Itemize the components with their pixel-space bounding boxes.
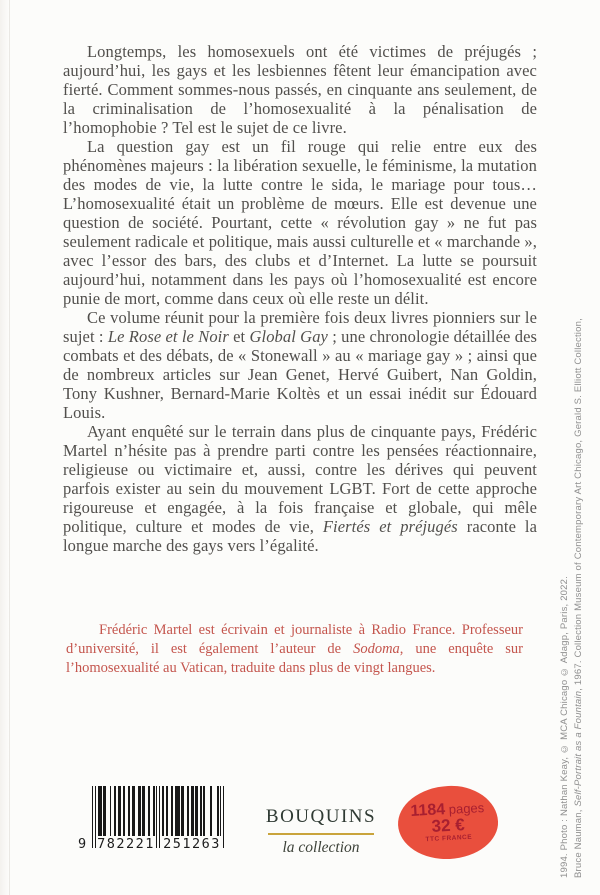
body-paragraph: Ce volume réunit pour la première fois deux livres pionniers sur le sujet : Le Rose et le Noir et Global Gay ; une chronologie détaillée des combats et des débats, de « Stonewall » au « mariage gay » ; ainsi que de nombreux articles sur Jean Genet, Hervé Guibert, Nan Goldin, Tony Kushner, Bernard-Marie Koltès et un essai inédit sur Édouard Louis. — [63, 308, 538, 422]
barcode-digit-group: 782221 — [97, 836, 155, 852]
publisher-logo — [256, 806, 386, 857]
sticker-price: 32 € — [431, 815, 466, 836]
book-left-edge — [0, 0, 10, 895]
cover-photo-credit — [552, 212, 586, 878]
publisher-rule — [268, 833, 374, 835]
back-cover-text — [63, 42, 537, 555]
price-sticker — [396, 783, 500, 861]
barcode-digit-group: 9 — [78, 836, 87, 852]
sticker-pages-value: 1184 — [410, 801, 446, 820]
publisher-name: BOUQUINS — [265, 806, 377, 827]
barcode — [78, 786, 226, 864]
author-bio-note: Frédéric Martel est écrivain et journaliste à Radio France. Professeur d’université, il est également l’auteur de Sodoma, une enquête sur l’homosexualité au Vatican, traduite dans plus de vingt langues. — [66, 622, 523, 676]
photo-credit-line: 1994. Photo : Nathan Keay, © MCA Chicago © Adagp, Paris, 2022. — [559, 576, 570, 878]
body-paragraph: La question gay est un fil rouge qui relie entre eux des phénomènes majeurs : la libération sexuelle, le féminisme, la mutation des modes de vie, la lutte contre le sida, le mariage pour tous… L’homosexualité était un problème de mœurs. Elle est devenue une question de société. Pourtant, cette « révolution gay » ne fut pas seulement radicale et politique, mais aussi culturelle et « marchande », avec l’essor des bars, des clubs et d’Internet. La lutte se poursuit aujourd’hui, notamment dans les pays où l’homosexualité est encore punie de mort, comme dans ceux où elle reste un délit. — [63, 137, 537, 308]
sticker-pages-word: pages — [448, 800, 485, 817]
publisher-subtitle: la collection — [282, 839, 360, 856]
body-paragraph: Longtemps, les homosexuels ont été victimes de préjugés ; aujourd’hui, les gays et les lesbiennes fêtent leur émancipation avec fierté. Comment sommes-nous passés, en cinquante ans seulement, de la criminalisation de l’homosexualité à la pénalisation de l’homophobie ? Tel est le sujet de ce livre. — [63, 42, 537, 137]
barcode-digit-group: 251263 — [163, 836, 221, 852]
body-paragraph: Ayant enquêté sur le terrain dans plus de cinquante pays, Frédéric Martel n’hésite pas à prendre parti contre les pensées réactionnaire, religieuse ou victimaire et, aussi, contre les dérives qui peuvent parfois exister au sein du mouvement LGBT. Fort de cette approche rigoureuse et engagée, à la fois française et globale, qui mêle politique, culture et modes de vie, Fiertés et préjugés raconte la longue marche des gays vers l’égalité. — [63, 422, 538, 555]
barcode-number — [78, 834, 226, 852]
sticker-tax-note: TTC FRANCE — [425, 833, 473, 844]
photo-credit-line: Bruce Nauman, Self-Portrait as a Fountain, 1967. Collection Museum of Contemporary Art Chicago, Gerald S. Elliott Collection, — [573, 318, 584, 878]
